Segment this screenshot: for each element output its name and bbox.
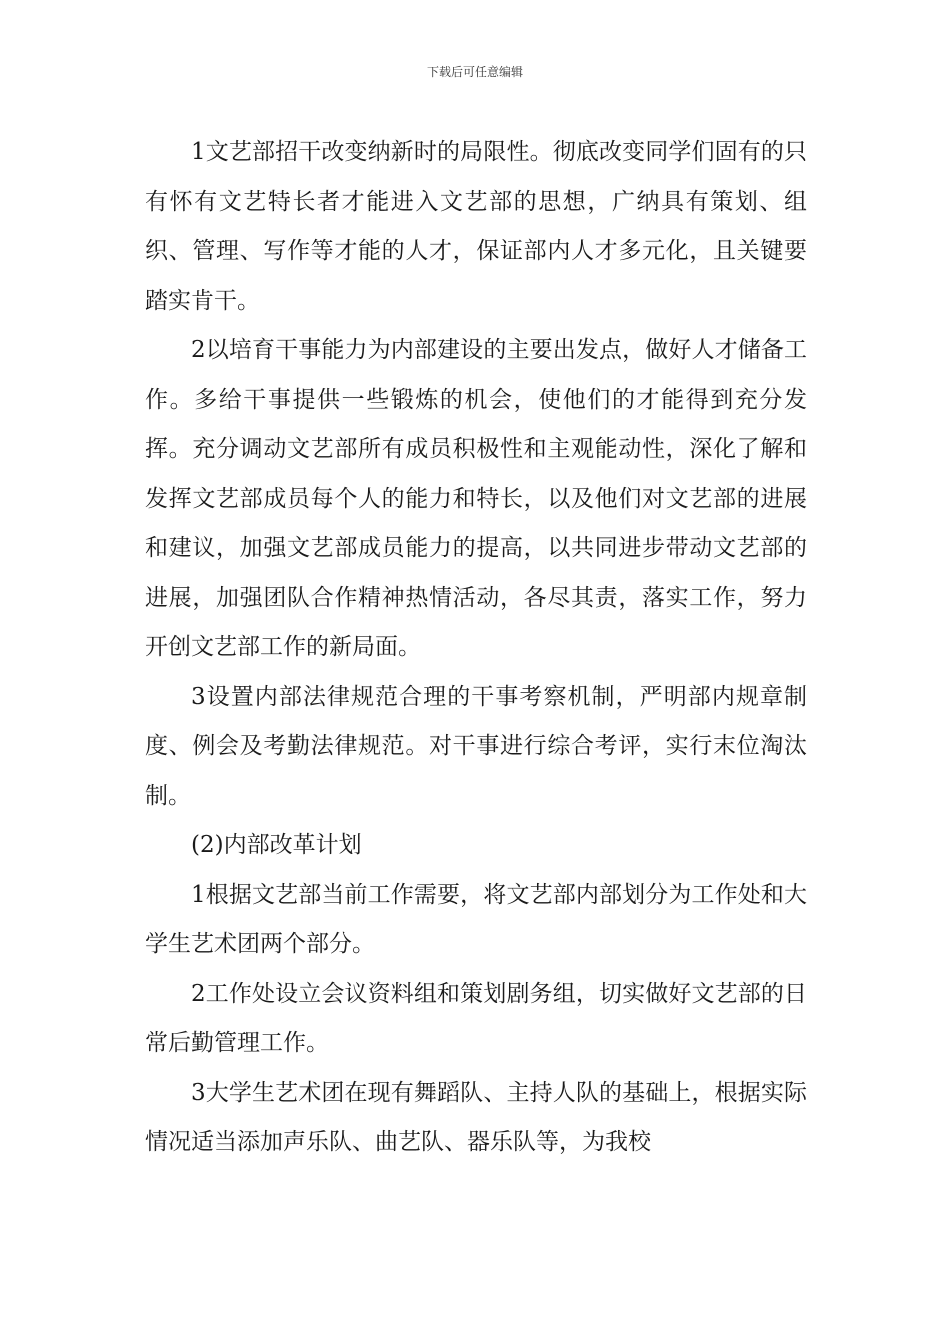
paragraph-5: 2工作处设立会议资料组和策划剧务组，切实做好文艺部的日常后勤管理工作。	[145, 980, 807, 1056]
paragraph-3: 3设置内部法律规范合理的干事考察机制，严明部内规章制度、例会及考勤法律规范。对干事进行综合考评，实行末位淘汰制。	[145, 683, 807, 809]
page-header: 下载后可任意编辑	[426, 65, 523, 79]
paragraph-1: 1文艺部招干改变纳新时的局限性。彻底改变同学们固有的只有怀有文艺特长者才能进入文艺部的思想，广纳具有策划、组织、管理、写作等才能的人才，保证部内人才多元化，且关键要踏实肯干。	[145, 139, 807, 314]
document-body	[145, 128, 807, 1168]
section-heading: (2)内部改革计划	[191, 832, 362, 858]
paragraph-2: 2以培育干事能力为内部建设的主要出发点，做好人才储备工作。多给干事提供一些锻炼的机会，使他们的才能得到充分发挥。充分调动文艺部所有成员积极性和主观能动性，深化了解和发挥文艺部成员每个人的能力和特长，以及他们对文艺部的进展和建议，加强文艺部成员能力的提高，以共同进步带动文艺部的进展，加强团队合作精神热情活动，各尽其责，落实工作，努力开创文艺部工作的新局面。	[145, 337, 807, 660]
paragraph-4: 1根据文艺部当前工作需要，将文艺部内部划分为工作处和大学生艺术团两个部分。	[145, 881, 807, 957]
paragraph-6: 3大学生艺术团在现有舞蹈队、主持人队的基础上，根据实际情况适当添加声乐队、曲艺队、器乐队等，为我校	[145, 1079, 807, 1155]
